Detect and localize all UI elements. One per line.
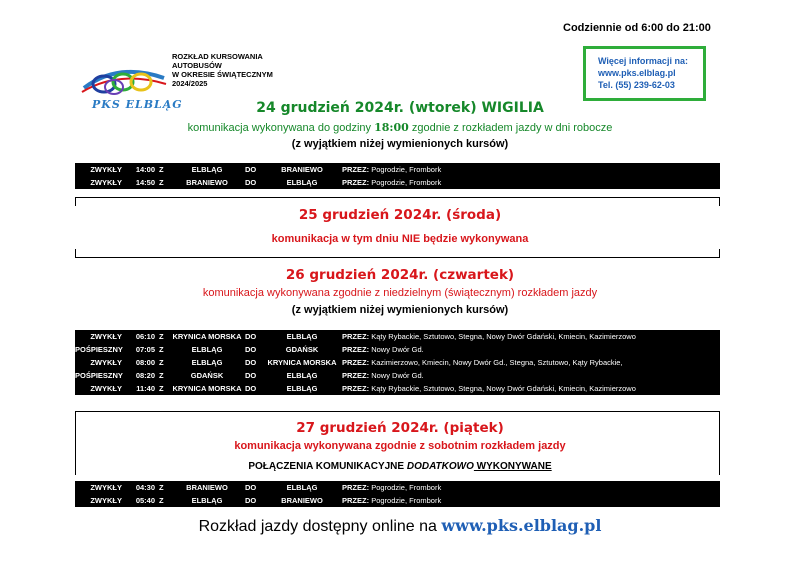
extra-after: WYKONYWANE	[473, 461, 552, 472]
row-do: DO	[245, 483, 257, 492]
row-to: GDAŃSK	[285, 345, 319, 354]
dec24-heading: 24 grudzień 2024r. (wtorek) WIGILIA	[256, 100, 544, 116]
row-z: Z	[159, 345, 164, 354]
row-type: POŚPIESZNY	[75, 345, 123, 354]
row-via	[342, 330, 636, 343]
row-z: Z	[159, 165, 164, 174]
dec24-sub-after: zgodnie z rozkładem jazdy w dni robocze	[408, 122, 613, 134]
dec26-heading: 26 grudzień 2024r. (czwartek)	[285, 267, 515, 283]
footer	[0, 516, 800, 536]
via-label: PRZEZ:	[342, 165, 370, 174]
via-label: PRZEZ:	[342, 371, 370, 380]
row-z: Z	[159, 178, 164, 187]
via-stops: Nowy Dwór Gd.	[371, 345, 424, 354]
row-via	[342, 356, 623, 369]
row-do: DO	[245, 178, 257, 187]
row-to: BRANIEWO	[281, 496, 323, 505]
row-time: 06:10	[135, 332, 155, 341]
section-divider	[75, 197, 720, 206]
table-row	[75, 330, 720, 343]
row-do: DO	[245, 384, 257, 393]
schedule-title	[172, 52, 273, 88]
dec24-table	[75, 163, 720, 189]
footer-text: Rozkład jazdy dostępny online na	[198, 518, 442, 535]
via-stops: Kąty Rybackie, Sztutowo, Stegna, Nowy Dwór Gdański, Kmiecin, Kazimierzowo	[371, 332, 636, 341]
row-z: Z	[159, 371, 164, 380]
dec24-sub-before: komunikacja wykonywana do godziny	[187, 122, 375, 134]
section-divider	[75, 249, 720, 258]
row-via	[342, 176, 441, 189]
row-do: DO	[245, 165, 257, 174]
phone-number: Tel. (55) 239-62-03	[598, 80, 675, 90]
row-to: ELBLĄG	[286, 384, 318, 393]
dec27-heading: 27 grudzień 2024r. (piątek)	[296, 420, 504, 436]
dec26-table	[75, 330, 720, 395]
row-to: ELBLĄG	[286, 483, 318, 492]
via-stops: Pogrodzie, Frombork	[371, 496, 442, 505]
table-row	[75, 369, 720, 382]
via-stops: Pogrodzie, Frombork	[371, 483, 442, 492]
via-stops: Nowy Dwór Gd.	[371, 371, 424, 380]
dec26-subtitle: komunikacja wykonywana zgodnie z niedzielnym (świątecznym) rozkładem jazdy	[202, 287, 598, 299]
extra-italic: DODATKOWO	[406, 461, 474, 472]
table-row	[75, 176, 720, 189]
row-type: ZWYKŁY	[90, 165, 122, 174]
extra-before: POŁĄCZENIA KOMUNIKACYJNE	[248, 461, 407, 472]
row-via	[342, 481, 441, 494]
row-z: Z	[159, 358, 164, 367]
dec26-exception: (z wyjątkiem niżej wymienionych kursów)	[291, 304, 509, 316]
row-to: ELBLĄG	[286, 332, 318, 341]
table-row	[75, 494, 720, 507]
row-to: KRYNICA MORSKA	[267, 358, 337, 367]
title-line: AUTOBUSÓW	[172, 61, 222, 70]
via-stops: Kazimierzowo, Kmiecin, Nowy Dwór Gd., Stegna, Sztutowo, Kąty Rybackie,	[371, 358, 623, 367]
table-row	[75, 163, 720, 176]
footer-link[interactable]: www.pks.elblag.pl	[441, 516, 602, 535]
table-row	[75, 481, 720, 494]
row-from: GDAŃSK	[190, 371, 224, 380]
info-box	[583, 46, 706, 101]
row-do: DO	[245, 358, 257, 367]
row-type: ZWYKŁY	[90, 384, 122, 393]
row-type: ZWYKŁY	[90, 332, 122, 341]
row-via	[342, 163, 441, 176]
row-type: ZWYKŁY	[90, 178, 122, 187]
brand-name: PKS ELBLĄG	[92, 98, 183, 111]
dec25-heading: 25 grudzień 2024r. (środa)	[298, 207, 502, 223]
row-time: 14:50	[135, 178, 155, 187]
row-via	[342, 343, 424, 356]
via-label: PRZEZ:	[342, 178, 370, 187]
via-label: PRZEZ:	[342, 483, 370, 492]
dec27-subtitle: komunikacja wykonywana zgodnie z sobotnim rozkładem jazdy	[234, 440, 566, 452]
row-to: ELBLĄG	[286, 371, 318, 380]
dec24-exception: (z wyjątkiem niżej wymienionych kursów)	[291, 138, 509, 150]
row-time: 05:40	[135, 496, 155, 505]
row-do: DO	[245, 332, 257, 341]
via-label: PRZEZ:	[342, 345, 370, 354]
row-via	[342, 369, 424, 382]
row-z: Z	[159, 483, 164, 492]
via-label: PRZEZ:	[342, 496, 370, 505]
dec27-extra	[0, 461, 800, 472]
dec24-sub-time: 18:00	[374, 121, 409, 134]
table-row	[75, 382, 720, 395]
row-time: 08:20	[135, 371, 155, 380]
row-from: ELBLĄG	[191, 165, 223, 174]
row-do: DO	[245, 496, 257, 505]
row-from: ELBLĄG	[191, 358, 223, 367]
via-label: PRZEZ:	[342, 358, 370, 367]
row-via	[342, 382, 636, 395]
row-time: 07:05	[135, 345, 155, 354]
row-type: ZWYKŁY	[90, 358, 122, 367]
row-from: BRANIEWO	[186, 178, 228, 187]
title-line: W OKRESIE ŚWIĄTECZNYM	[172, 70, 273, 79]
title-line: 2024/2025	[172, 79, 208, 88]
row-time: 08:00	[135, 358, 155, 367]
row-z: Z	[159, 496, 164, 505]
website-link[interactable]: www.pks.elblag.pl	[598, 68, 676, 78]
row-time: 04:30	[135, 483, 155, 492]
row-time: 11:40	[136, 384, 155, 393]
row-z: Z	[159, 332, 164, 341]
row-type: POŚPIESZNY	[75, 371, 123, 380]
row-from: BRANIEWO	[186, 483, 228, 492]
row-to: BRANIEWO	[281, 165, 323, 174]
row-from: KRYNICA MORSKA	[172, 332, 242, 341]
via-label: PRZEZ:	[342, 332, 370, 341]
via-stops: Kąty Rybackie, Sztutowo, Stegna, Nowy Dwór Gdański, Kmiecin, Kazimierzowo	[371, 384, 636, 393]
row-do: DO	[245, 371, 257, 380]
via-stops: Pogrodzie, Frombork	[371, 165, 442, 174]
row-do: DO	[245, 345, 257, 354]
via-stops: Pogrodzie, Frombork	[371, 178, 442, 187]
info-label: Więcej informacji na:	[598, 56, 688, 66]
dec27-table	[75, 481, 720, 507]
dec25-subtitle: komunikacja w tym dniu NIE będzie wykonywana	[271, 233, 529, 245]
row-type: ZWYKŁY	[90, 483, 122, 492]
table-row	[75, 356, 720, 369]
via-label: PRZEZ:	[342, 384, 370, 393]
row-type: ZWYKŁY	[90, 496, 122, 505]
row-from: ELBLĄG	[191, 345, 223, 354]
hours-text: Codziennie od 6:00 do 21:00	[563, 22, 711, 34]
row-z: Z	[159, 384, 164, 393]
row-time: 14:00	[135, 165, 155, 174]
title-line: ROZKŁAD KURSOWANIA	[172, 52, 263, 61]
table-row	[75, 343, 720, 356]
row-from: ELBLĄG	[191, 496, 223, 505]
row-to: ELBLĄG	[286, 178, 318, 187]
row-via	[342, 494, 441, 507]
row-from: KRYNICA MORSKA	[172, 384, 242, 393]
dec24-subtitle	[0, 121, 800, 134]
